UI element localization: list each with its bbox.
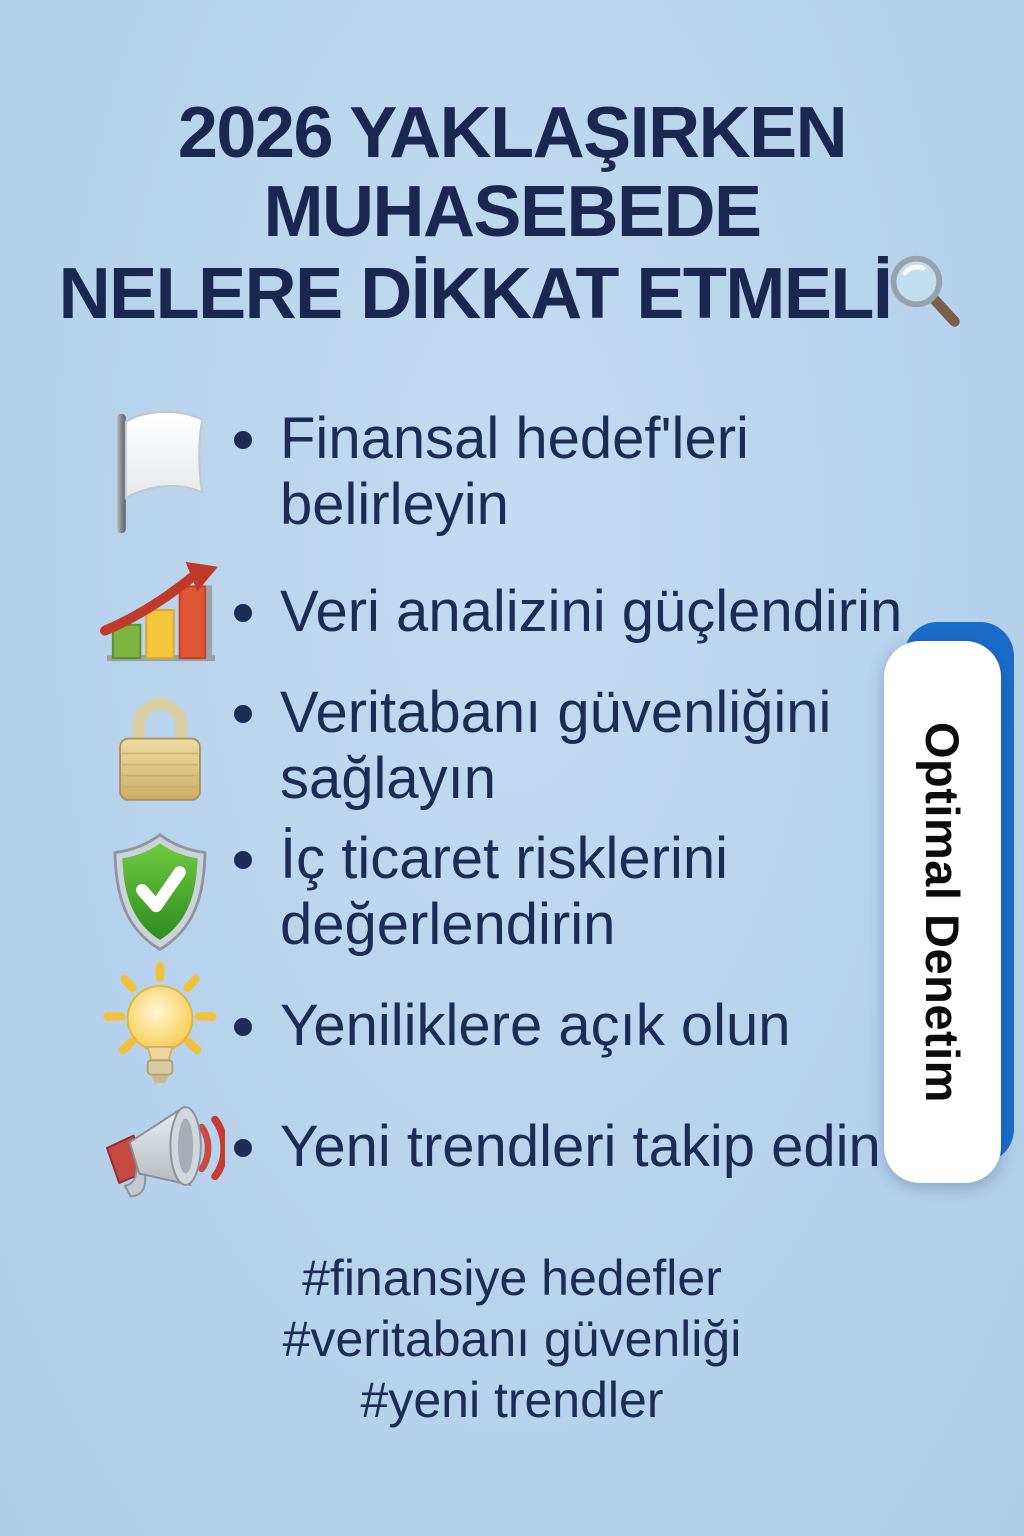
checklist-item-label: Yeni trendleri takip edin	[280, 1114, 881, 1179]
hashtag-line: #veritabanı güvenliği	[282, 1311, 742, 1367]
bullet-dot	[234, 851, 252, 869]
checklist-item-new-trends	[86, 1088, 881, 1206]
checklist-item-label: Yeniliklere açık olun	[280, 993, 791, 1058]
bullet-dot	[234, 431, 252, 449]
lock-icon	[86, 686, 234, 806]
hashtags-block	[0, 1248, 1024, 1431]
checklist-item-innovation	[86, 962, 791, 1090]
bullet-dot	[234, 1018, 252, 1036]
bullet-dot	[234, 1139, 252, 1157]
magnifying-glass-icon	[885, 252, 965, 332]
megaphone-icon	[86, 1093, 234, 1201]
page-title	[0, 94, 1024, 334]
title-line-2: MUHASEBEDE	[263, 172, 761, 252]
title-line-3-text: NELERE DİKKAT ETMELİ	[58, 254, 892, 334]
checklist-item-label: Veri analizini güçlendirin	[280, 579, 903, 644]
checklist-item-label: Finansal hedef'leri belirleyin	[280, 406, 749, 537]
bullet-dot	[234, 604, 252, 622]
checklist-item-database-security	[86, 676, 900, 816]
shield-check-icon	[86, 831, 234, 953]
white-flag-icon	[86, 406, 234, 538]
checklist-item-data-analysis	[86, 556, 902, 668]
hashtag-line: #finansiye hedefler	[302, 1250, 722, 1306]
brand-badge	[884, 641, 1001, 1183]
chart-increasing-icon	[86, 556, 234, 668]
brand-badge-label: Optimal Denetim	[916, 721, 969, 1103]
checklist-item-trade-risks	[86, 816, 840, 968]
bullet-dot	[234, 705, 252, 723]
checklist-item-financial-goals	[86, 398, 800, 546]
light-bulb-icon	[86, 961, 234, 1091]
title-line-3	[0, 252, 1024, 334]
hashtag-line: #yeni trendler	[360, 1372, 664, 1428]
checklist-item-label: Veritabanı güvenliğini sağlayın	[280, 680, 832, 811]
checklist-item-label: İç ticaret risklerini değerlendirin	[280, 826, 728, 957]
title-line-1: 2026 YAKLAŞIRKEN	[177, 93, 847, 173]
